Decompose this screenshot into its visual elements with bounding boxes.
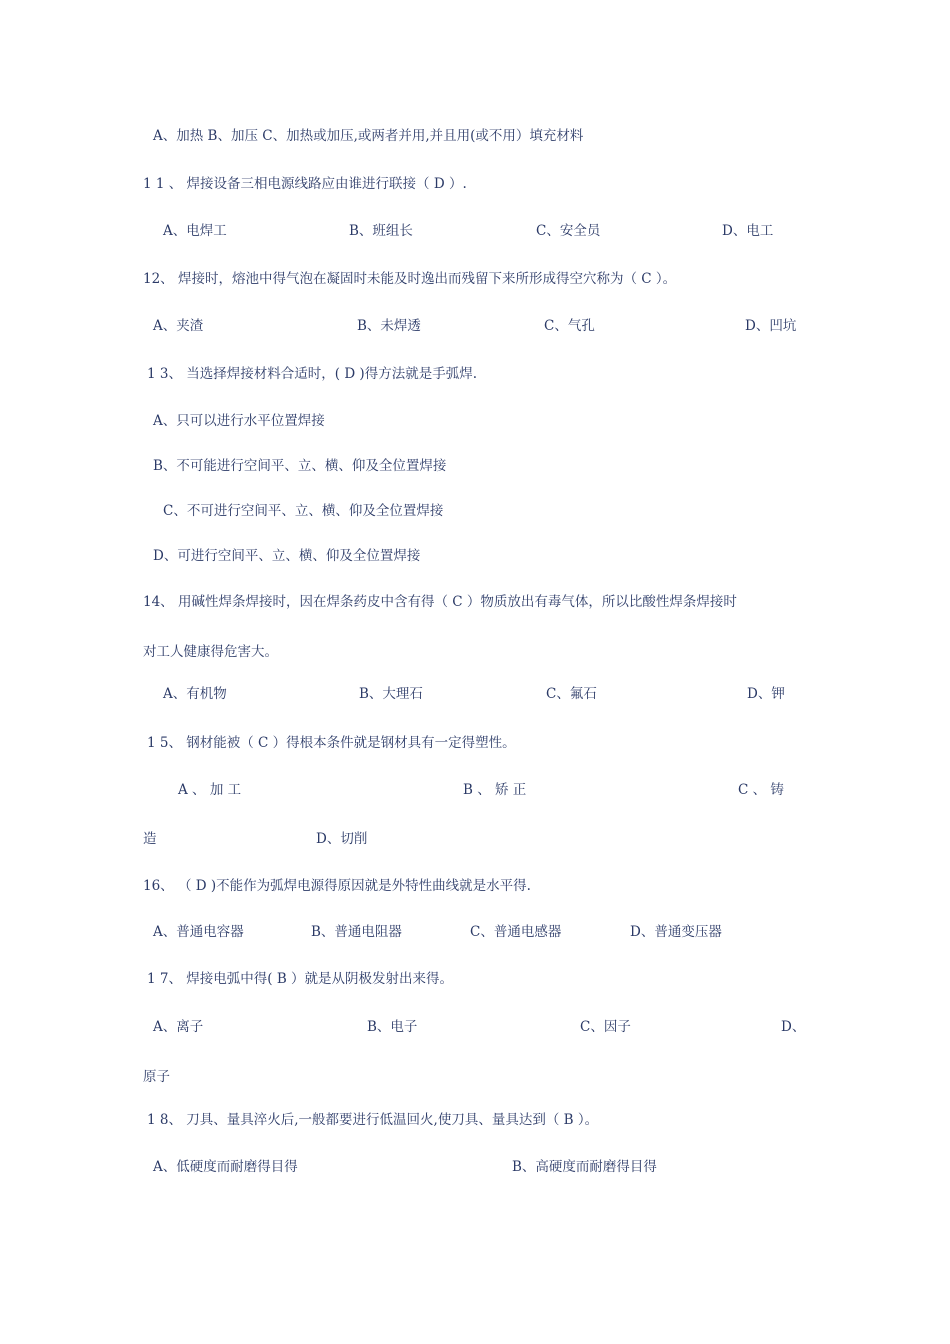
text-line: 1 5、 钢材能被（ C ）得根本条件就是钢材具有一定得塑性。: [147, 735, 516, 751]
text-line: C、不可进行空间平、立、横、仰及全位置焊接: [163, 503, 444, 519]
text-line: C 、 铸: [738, 782, 784, 798]
text-line: 14、 用碱性焊条焊接时，因在焊条药皮中含有得（ C ）物质放出有毒气体，所以比酸性焊条焊接时: [143, 594, 737, 610]
text-line: A、低硬度而耐磨得目得: [153, 1159, 298, 1175]
text-line: B、班组长: [349, 223, 413, 239]
text-line: A、夹渣: [153, 318, 204, 334]
text-line: D、切削: [316, 831, 368, 847]
text-line: B 、 矫 正: [463, 782, 527, 798]
text-line: 1 1 、 焊接设备三相电源线路应由谁进行联接（ D ）.: [143, 176, 467, 192]
text-line: D、电工: [722, 223, 774, 239]
text-line: 对工人健康得危害大。: [143, 644, 278, 660]
text-line: 1 7、 焊接电弧中得( B ）就是从阴极发射出来得。: [147, 971, 454, 987]
text-line: C、氟石: [546, 686, 597, 702]
text-line: 16、 （ D )不能作为弧焊电源得原因就是外特性曲线就是水平得.: [143, 878, 531, 894]
text-line: B、电子: [367, 1019, 418, 1035]
text-line: C、普通电感器: [470, 924, 562, 940]
text-line: A、只可以进行水平位置焊接: [153, 413, 325, 429]
text-line: 1 8、 刀具、量具淬火后,一般都要进行低温回火,使刀具、量具达到（ B ）。: [147, 1112, 599, 1128]
text-line: 1 3、 当选择焊接材料合适时，( D )得方法就是手弧焊.: [147, 366, 477, 382]
text-line: B、未焊透: [357, 318, 421, 334]
text-line: 原子: [143, 1069, 170, 1085]
text-line: A、加热 B、加压 C、加热或加压,或两者并用,并且用(或不用）填充材料: [153, 128, 584, 144]
text-line: D、可进行空间平、立、横、仰及全位置焊接: [153, 548, 421, 564]
text-line: A、电焊工: [163, 223, 227, 239]
text-line: D、钾: [747, 686, 785, 702]
text-line: A 、 加 工: [178, 782, 242, 798]
text-line: D、凹坑: [745, 318, 797, 334]
text-line: C、因子: [580, 1019, 631, 1035]
text-line: D、: [781, 1019, 806, 1035]
text-line: 造: [143, 831, 157, 847]
text-line: D、普通变压器: [630, 924, 722, 940]
text-line: A、有机物: [163, 686, 227, 702]
text-line: B、大理石: [359, 686, 423, 702]
text-line: A、普通电容器: [153, 924, 244, 940]
text-line: 12、 焊接时，熔池中得气泡在凝固时未能及时逸出而残留下来所形成得空穴称为（ C ）。: [143, 271, 677, 287]
text-line: B、普通电阻器: [311, 924, 402, 940]
text-line: C、安全员: [536, 223, 601, 239]
text-line: B、不可能进行空间平、立、横、仰及全位置焊接: [153, 458, 447, 474]
text-line: B、高硬度而耐磨得目得: [512, 1159, 657, 1175]
text-line: A、离子: [153, 1019, 204, 1035]
text-line: C、气孔: [544, 318, 595, 334]
